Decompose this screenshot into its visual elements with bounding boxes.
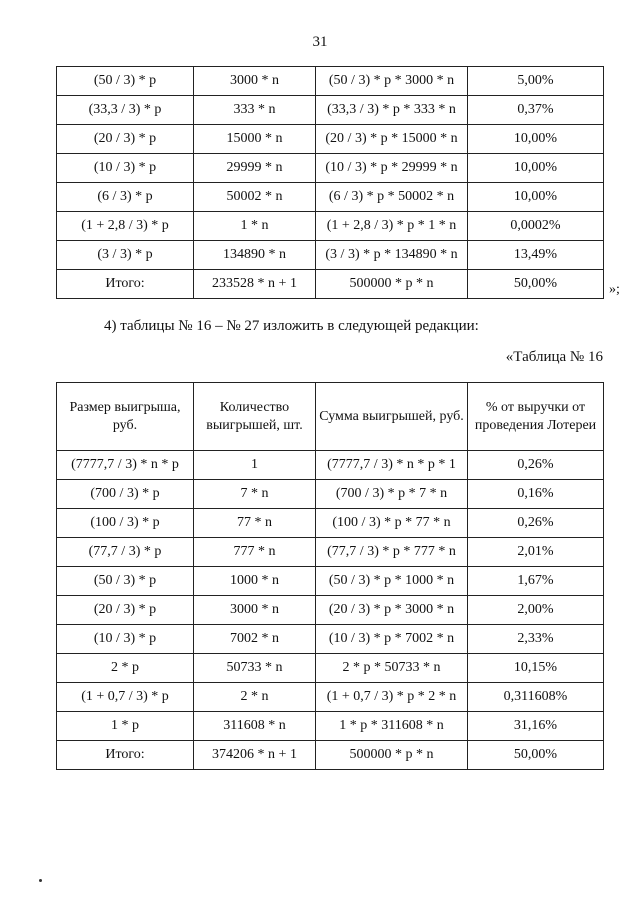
revenue-percent-cell: 10,00% [468, 125, 604, 154]
revenue-percent-cell: 10,00% [468, 154, 604, 183]
prize-count-cell: 2 * n [194, 683, 316, 712]
table-row [57, 538, 604, 567]
revenue-percent-cell: 10,00% [468, 183, 604, 212]
revenue-percent-cell: 2,01% [468, 538, 604, 567]
revenue-percent-cell: 2,00% [468, 596, 604, 625]
prize-size-cell: 1 * p [57, 712, 194, 741]
table-row [57, 451, 604, 480]
table-caption: «Таблица № 16 [505, 349, 603, 365]
prize-sum-cell: (10 / 3) * p * 29999 * n [316, 154, 468, 183]
total-row [57, 741, 604, 770]
prize-count-cell: 1 [194, 451, 316, 480]
header-revenue-percent: % от выручки от проведения Лотереи [468, 383, 604, 451]
closing-quote-mark: »; [609, 282, 620, 297]
prize-count-cell: 3000 * n [194, 67, 316, 96]
scan-speck [39, 879, 42, 882]
prize-size-cell: (77,7 / 3) * p [57, 538, 194, 567]
prize-size-cell: (1 + 2,8 / 3) * p [57, 212, 194, 241]
prize-size-cell: (10 / 3) * p [57, 625, 194, 654]
revenue-percent-cell: 50,00% [468, 741, 604, 770]
revenue-percent-cell: 2,33% [468, 625, 604, 654]
prize-count-cell: 1000 * n [194, 567, 316, 596]
prize-size-cell: (33,3 / 3) * p [57, 96, 194, 125]
prize-size-cell: (1 + 0,7 / 3) * p [57, 683, 194, 712]
prize-table-16-body [57, 451, 604, 770]
prize-size-cell: Итого: [57, 270, 194, 299]
header-prize-sum: Сумма выигрышей, руб. [316, 383, 468, 451]
amendment-instruction: 4) таблицы № 16 – № 27 изложить в следующей редакции: [104, 318, 479, 334]
revenue-percent-cell: 0,311608% [468, 683, 604, 712]
prize-sum-cell: (33,3 / 3) * p * 333 * n [316, 96, 468, 125]
prize-sum-cell: (20 / 3) * p * 15000 * n [316, 125, 468, 154]
prize-size-cell: (6 / 3) * p [57, 183, 194, 212]
revenue-percent-cell: 50,00% [468, 270, 604, 299]
table-row [57, 96, 604, 125]
prize-size-cell: (700 / 3) * p [57, 480, 194, 509]
prize-sum-cell: (10 / 3) * p * 7002 * n [316, 625, 468, 654]
prize-count-cell: 7 * n [194, 480, 316, 509]
prize-sum-cell: (7777,7 / 3) * n * p * 1 [316, 451, 468, 480]
prize-count-cell: 777 * n [194, 538, 316, 567]
prize-count-cell: 50002 * n [194, 183, 316, 212]
prize-count-cell: 77 * n [194, 509, 316, 538]
prize-sum-cell: 1 * p * 311608 * n [316, 712, 468, 741]
prize-size-cell: (20 / 3) * p [57, 596, 194, 625]
prize-count-cell: 311608 * n [194, 712, 316, 741]
prize-sum-cell: (3 / 3) * p * 134890 * n [316, 241, 468, 270]
table-row [57, 654, 604, 683]
prize-sum-cell: (6 / 3) * p * 50002 * n [316, 183, 468, 212]
revenue-percent-cell: 31,16% [468, 712, 604, 741]
prize-size-cell: (20 / 3) * p [57, 125, 194, 154]
prize-sum-cell: (700 / 3) * p * 7 * n [316, 480, 468, 509]
prize-size-cell: (100 / 3) * p [57, 509, 194, 538]
table-row [57, 480, 604, 509]
prize-sum-cell: (100 / 3) * p * 77 * n [316, 509, 468, 538]
table-row [57, 154, 604, 183]
revenue-percent-cell: 0,16% [468, 480, 604, 509]
prize-count-cell: 374206 * n + 1 [194, 741, 316, 770]
table-row [57, 67, 604, 96]
prize-sum-cell: 500000 * p * n [316, 741, 468, 770]
prize-size-cell: (3 / 3) * p [57, 241, 194, 270]
prize-count-cell: 233528 * n + 1 [194, 270, 316, 299]
prize-sum-cell: (77,7 / 3) * p * 777 * n [316, 538, 468, 567]
revenue-percent-cell: 13,49% [468, 241, 604, 270]
page-number: 31 [312, 34, 328, 50]
prize-table-continued [56, 66, 604, 299]
prize-sum-cell: (50 / 3) * p * 1000 * n [316, 567, 468, 596]
table-row [57, 125, 604, 154]
table-row [57, 596, 604, 625]
prize-table-16 [56, 382, 604, 770]
prize-size-cell: (10 / 3) * p [57, 154, 194, 183]
prize-count-cell: 15000 * n [194, 125, 316, 154]
header-prize-count: Количество выигрышей, шт. [194, 383, 316, 451]
prize-sum-cell: (1 + 2,8 / 3) * p * 1 * n [316, 212, 468, 241]
prize-sum-cell: 2 * p * 50733 * n [316, 654, 468, 683]
table-row [57, 567, 604, 596]
prize-size-cell: (50 / 3) * p [57, 567, 194, 596]
prize-count-cell: 333 * n [194, 96, 316, 125]
prize-count-cell: 7002 * n [194, 625, 316, 654]
prize-count-cell: 29999 * n [194, 154, 316, 183]
prize-size-cell: (50 / 3) * p [57, 67, 194, 96]
prize-count-cell: 1 * n [194, 212, 316, 241]
revenue-percent-cell: 5,00% [468, 67, 604, 96]
prize-count-cell: 3000 * n [194, 596, 316, 625]
prize-table-16-header [57, 383, 604, 451]
header-prize-size: Размер выигрыша, руб. [57, 383, 194, 451]
revenue-percent-cell: 0,37% [468, 96, 604, 125]
table-row [57, 712, 604, 741]
revenue-percent-cell: 0,26% [468, 451, 604, 480]
prize-sum-cell: (1 + 0,7 / 3) * p * 2 * n [316, 683, 468, 712]
revenue-percent-cell: 1,67% [468, 567, 604, 596]
table-row [57, 183, 604, 212]
table-row [57, 625, 604, 654]
header-row [57, 383, 604, 451]
table-row [57, 683, 604, 712]
table-row [57, 509, 604, 538]
prize-size-cell: 2 * p [57, 654, 194, 683]
table-row [57, 212, 604, 241]
prize-size-cell: Итого: [57, 741, 194, 770]
prize-sum-cell: (20 / 3) * p * 3000 * n [316, 596, 468, 625]
revenue-percent-cell: 0,26% [468, 509, 604, 538]
prize-size-cell: (7777,7 / 3) * n * p [57, 451, 194, 480]
prize-sum-cell: (50 / 3) * p * 3000 * n [316, 67, 468, 96]
total-row [57, 270, 604, 299]
revenue-percent-cell: 10,15% [468, 654, 604, 683]
revenue-percent-cell: 0,0002% [468, 212, 604, 241]
prize-count-cell: 134890 * n [194, 241, 316, 270]
prize-count-cell: 50733 * n [194, 654, 316, 683]
prize-sum-cell: 500000 * p * n [316, 270, 468, 299]
table-row [57, 241, 604, 270]
prize-table-continued-body [57, 67, 604, 299]
